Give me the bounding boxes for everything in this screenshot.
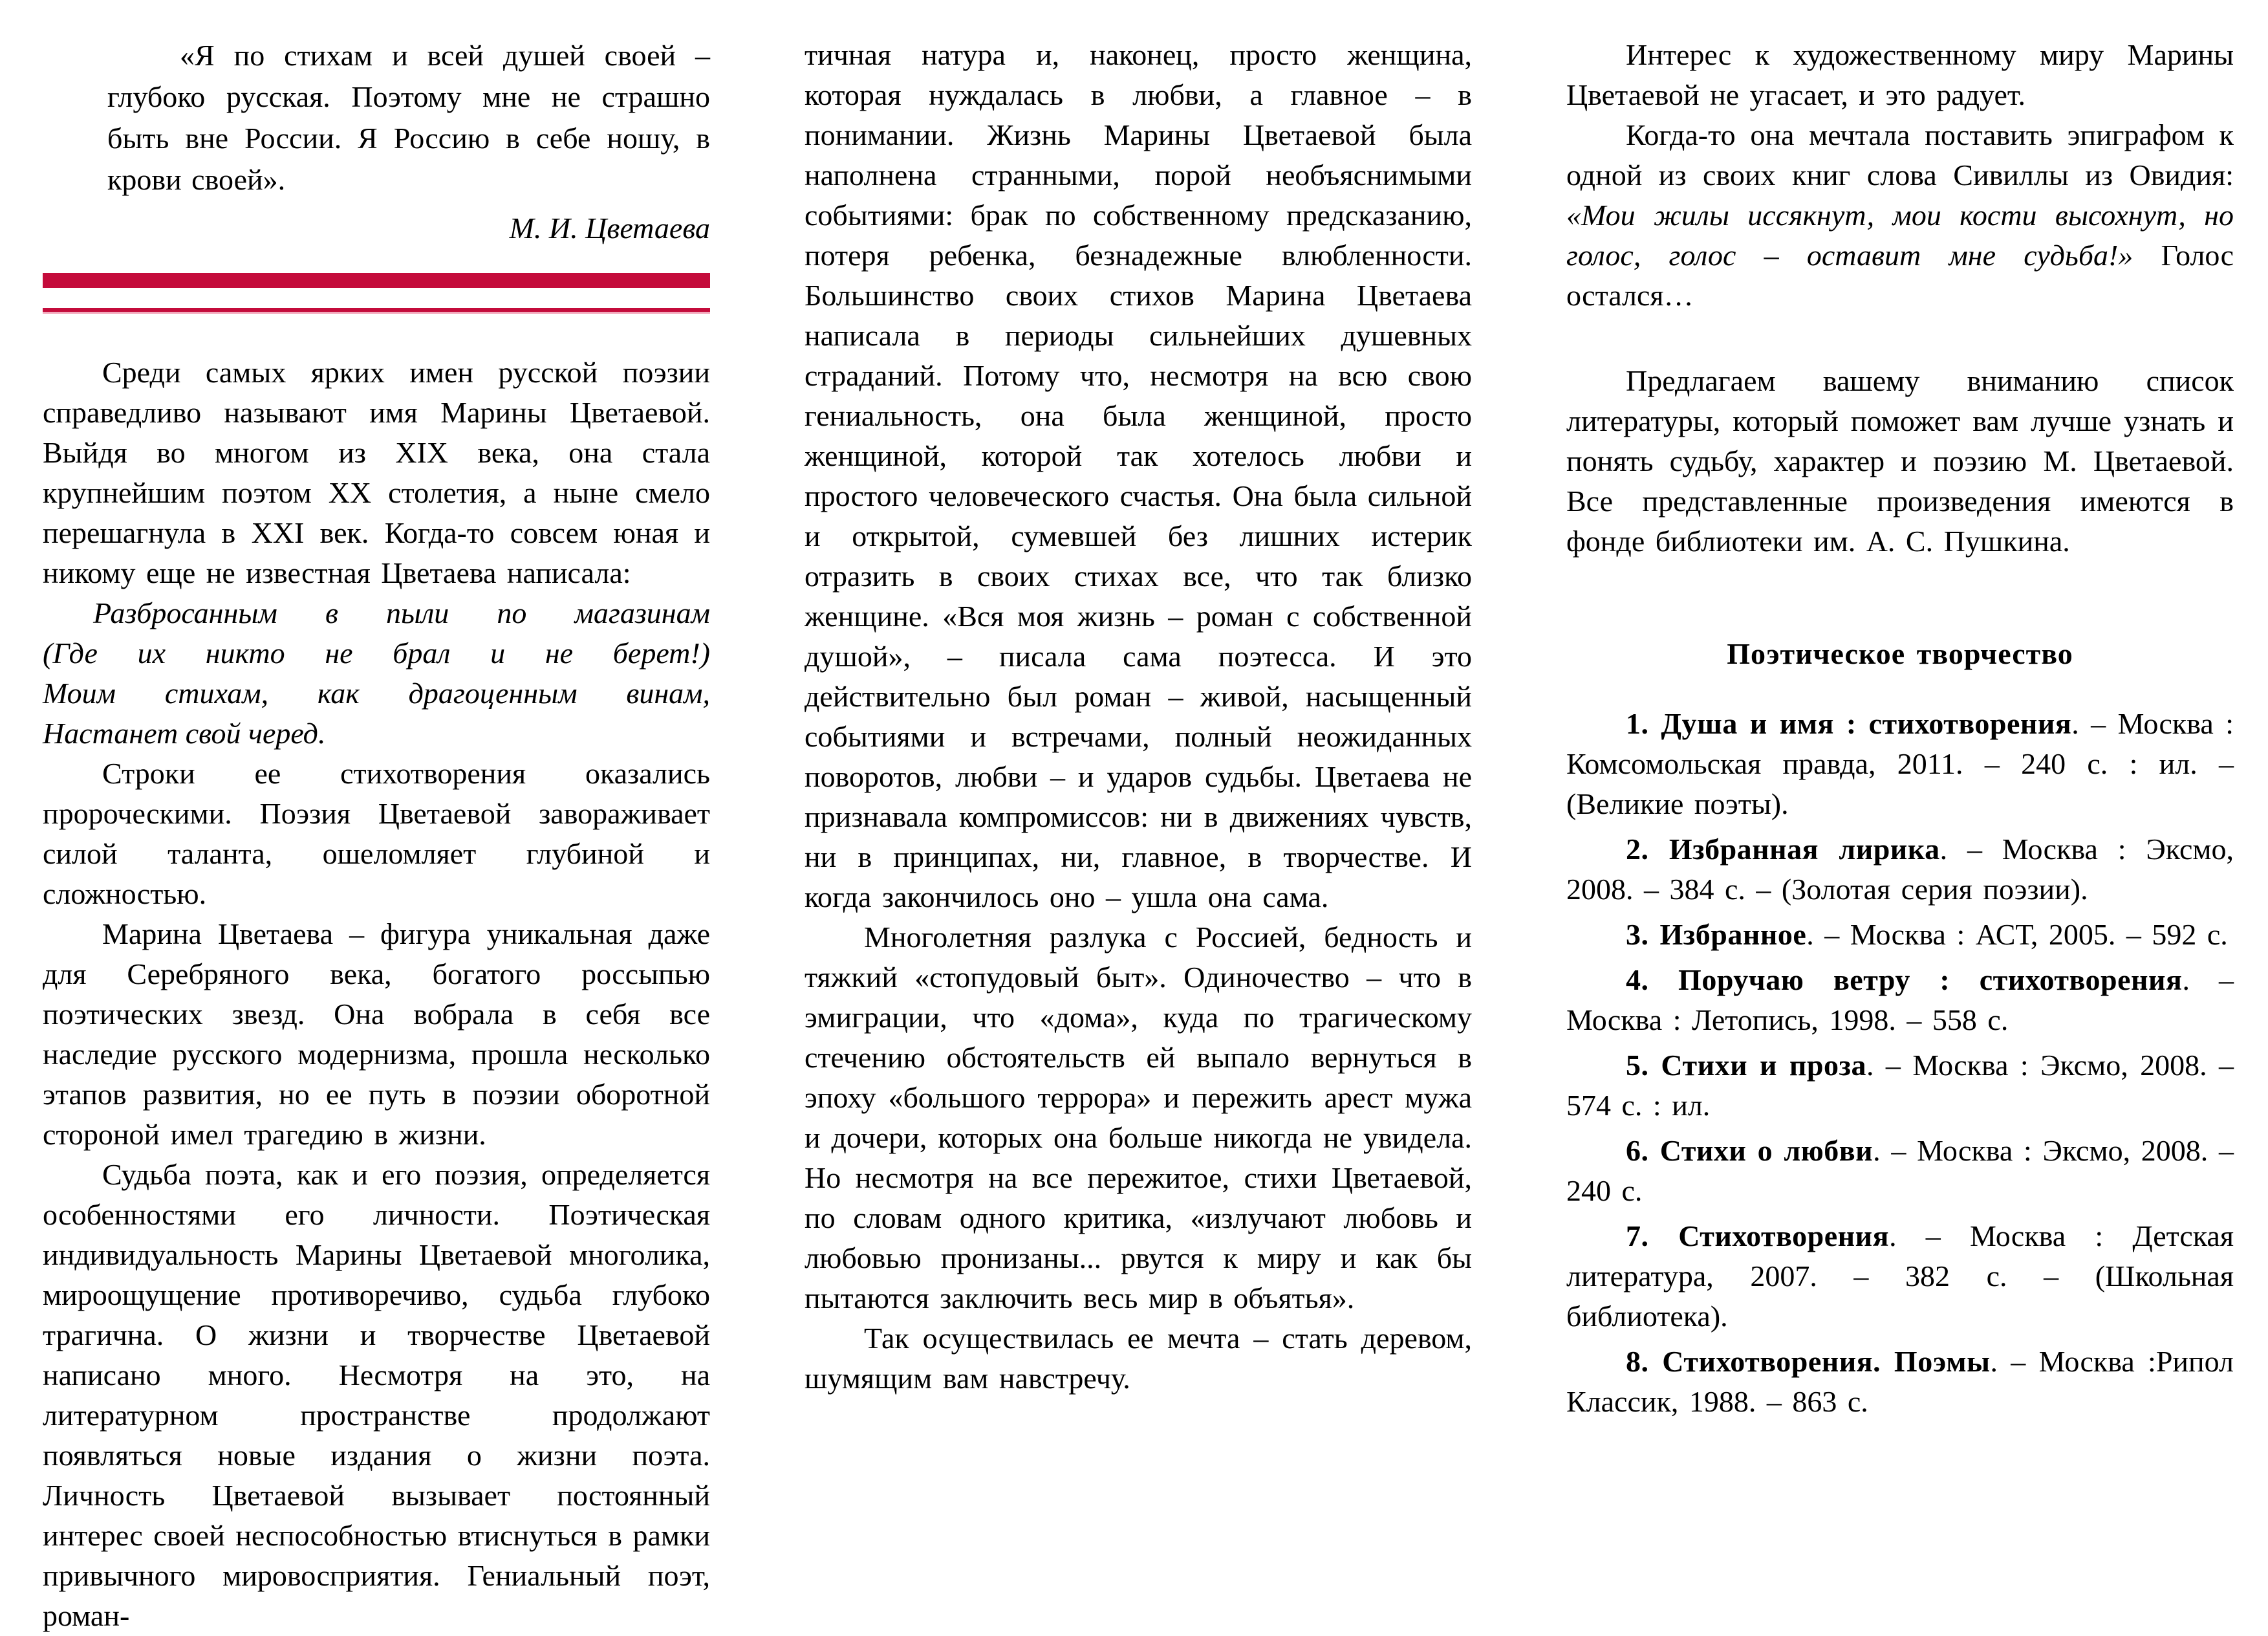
paragraph: Судьба поэта, как и его поэзия, определяется особенностями его личности. Поэтическая индивидуальность Марины Цветаевой многолика, мироощущение противоречиво, судьба глубоко трагична. О жизни и творчестве Цветаевой написано много. Несмотря на это, на литературном пространстве продолжают появляться новые издания о жизни поэта. Личность Цветаевой вызывает постоянный интерес своей неспособностью втиснуться в рамки привычного мировосприятия. Гениальный поэт, роман- <box>43 1158 710 1632</box>
bibliography-item-details: . – Москва : Эксмо, 2008. – 384 с. – (Золотая серия поэзии). <box>1566 833 2234 906</box>
bibliography-item-title: 6. Стихи о любви <box>1626 1134 1874 1167</box>
column-2 <box>805 35 1472 1586</box>
bibliography-item <box>1566 1131 2234 1211</box>
bibliography-item-title: 8. Стихотворения. Поэмы <box>1626 1345 1991 1378</box>
bibliography-item-details: . – Москва : Комсомольская правда, 2011. – 240 с. : ил. – (Великие поэты). <box>1566 707 2234 820</box>
paragraph-lead-text: Когда-то она мечтала поставить эпиграфом к одной из своих книг слова Сивиллы из Овидия: <box>1566 118 2234 191</box>
verse-line: Разбросанным в пыли по магазинам <box>93 596 710 629</box>
verse-line: Настанет свой черед. <box>43 717 326 750</box>
paragraph: Марина Цветаева – фигура уникальная даже для Серебряного века, богатого россыпью поэтических звезд. Она вобрала в себя все наследие русского модернизма, прошла несколько этапов развития, но ее путь в поэзии оборотной стороной имел трагедию в жизни. <box>43 917 710 1151</box>
ovid-sibyl-quote: «Мои жилы иссякнут, мои кости высохнут, но голос, голос – оставит мне судьба!» <box>1566 199 2234 272</box>
paragraph: Интерес к художественному миру Марины Цветаевой не угасает, и это радует. <box>1566 38 2234 111</box>
paragraph: Так осуществилась ее мечта – стать деревом, шумящим вам навстречу. <box>805 1322 1472 1395</box>
bibliography-item-title: 1. Душа и имя : стихотворения <box>1626 707 2072 740</box>
bibliography-item <box>1566 1342 2234 1422</box>
paragraph-intro: Среди самых ярких имен русской поэзии справедливо называют имя Марины Цветаевой. Выйдя во многом из XIX века, она стала крупнейшим поэтом XX столетия, а ныне смело перешагнула в XXI век. Когда-то совсем юная и никому еще не известная Цветаева написала: <box>43 356 710 589</box>
paragraph-booklist-intro: Предлагаем вашему вниманию список литературы, который поможет вам лучше узнать и понять судьбу, характер и поэзию М. Цветаевой. Все представленные произведения имеются в фонде библиотеки им. А. С. Пушкина. <box>1566 364 2234 558</box>
bibliography-item <box>1566 960 2234 1040</box>
bibliography-item-title: 7. Стихотворения <box>1626 1219 1890 1252</box>
bibliography-item <box>1566 915 2234 955</box>
paragraph-continuation: тичная натура и, наконец, просто женщина, которая нуждалась в любви, а главное – в понимании. Жизнь Марины Цветаевой была наполнена странными, порой необъяснимыми событиями: брак по собственному предсказанию, потеря ребенка, безнадежные влюбленности. Большинство своих стихов Марина Цветаева написала в периоды сильнейших душевных страданий. Потому что, несмотря на всю свою гениальность, она была женщиной, просто женщиной, которой так хотелось любви и простого человеческого счастья. Она была сильной и открытой, сумевшей без лишних истерик отразить в своих стихах все, что так близко женщине. «Вся моя жизнь – роман с собственной душой», – писала сама поэтесса. И это действительно был роман – живой, насыщенный событиями и встречами, полный неожиданных поворотов, любви – и ударов судьбы. Цветаева не признавала компромиссов: ни в движениях чувств, ни в принципах, ни, главное, в творчестве. И когда закончилось оно – ушла она сама. <box>805 38 1472 913</box>
column-3 <box>1566 35 2234 1586</box>
bibliography-item-details: . – Москва : АСТ, 2005. – 592 с. <box>1806 918 2228 951</box>
bibliography-item <box>1566 1216 2234 1336</box>
verse-line: Моим стихам, как драгоценным винам, <box>43 677 710 710</box>
paragraph: Многолетняя разлука с Россией, бедность и тяжкий «стопудовый быт». Одиночество – что в эмиграции, что «дома», куда по трагическому стечению обстоятельств ей выпало вернуться в эпоху «большого террора» и пережить арест мужа и дочери, которых она больше никогда не увидела. Но несмотря на все пережитое, стихи Цветаевой, по словам одного критика, «излучают любовь и любовью пронизаны... рвутся к миру и как бы пытаются заключить весь мир в объятья». <box>805 921 1472 1314</box>
bibliography-item-details: . – Москва : Детская литература, 2007. – 382 с. – (Школьная библиотека). <box>1566 1219 2234 1333</box>
epigraph-attribution: М. И. Цветаева <box>509 212 710 245</box>
red-rule-thin <box>43 308 710 314</box>
paragraph: Строки ее стихотворения оказались пророческими. Поэзия Цветаевой завораживает силой таланта, ошеломляет глубиной и сложностью. <box>43 757 710 910</box>
bibliography-item-details: . – Москва : Эксмо, 2008. – 574 с. : ил. <box>1566 1049 2234 1122</box>
bibliography-item-title: 4. Поручаю ветру : стихотворения <box>1626 963 2183 996</box>
bibliography-item-details: . – Москва : Эксмо, 2008. – 240 с. <box>1566 1134 2234 1207</box>
verse-line: (Где их никто не брал и не берет!) <box>43 637 710 670</box>
paragraph-with-quote <box>1566 115 2234 316</box>
bibliography-item-title: 3. Избранное <box>1626 918 1807 951</box>
bibliography-item-details: . – Москва : Летопись, 1998. – 558 с. <box>1566 963 2234 1036</box>
section-heading: Поэтическое творчество <box>1727 637 2073 670</box>
bibliography-item <box>1566 829 2234 910</box>
bibliography-item-details: . – Москва :Рипол Классик, 1988. – 863 с. <box>1566 1345 2234 1418</box>
bibliography-item <box>1566 1045 2234 1126</box>
bibliography-item <box>1566 704 2234 824</box>
bibliography-item-title: 2. Избранная лирика <box>1626 833 1940 866</box>
epigraph-quote: «Я по стихам и всей душей своей – глубоко русская. Поэтому мне не страшно быть вне России. Я Россию в себе ношу, в крови своей». <box>107 39 710 196</box>
column-1 <box>43 35 710 1632</box>
red-rule-thick <box>43 273 710 288</box>
bibliography-item-title: 5. Стихи и проза <box>1626 1049 1867 1082</box>
paragraph-tail-text: Голос остался… <box>1566 239 2234 312</box>
